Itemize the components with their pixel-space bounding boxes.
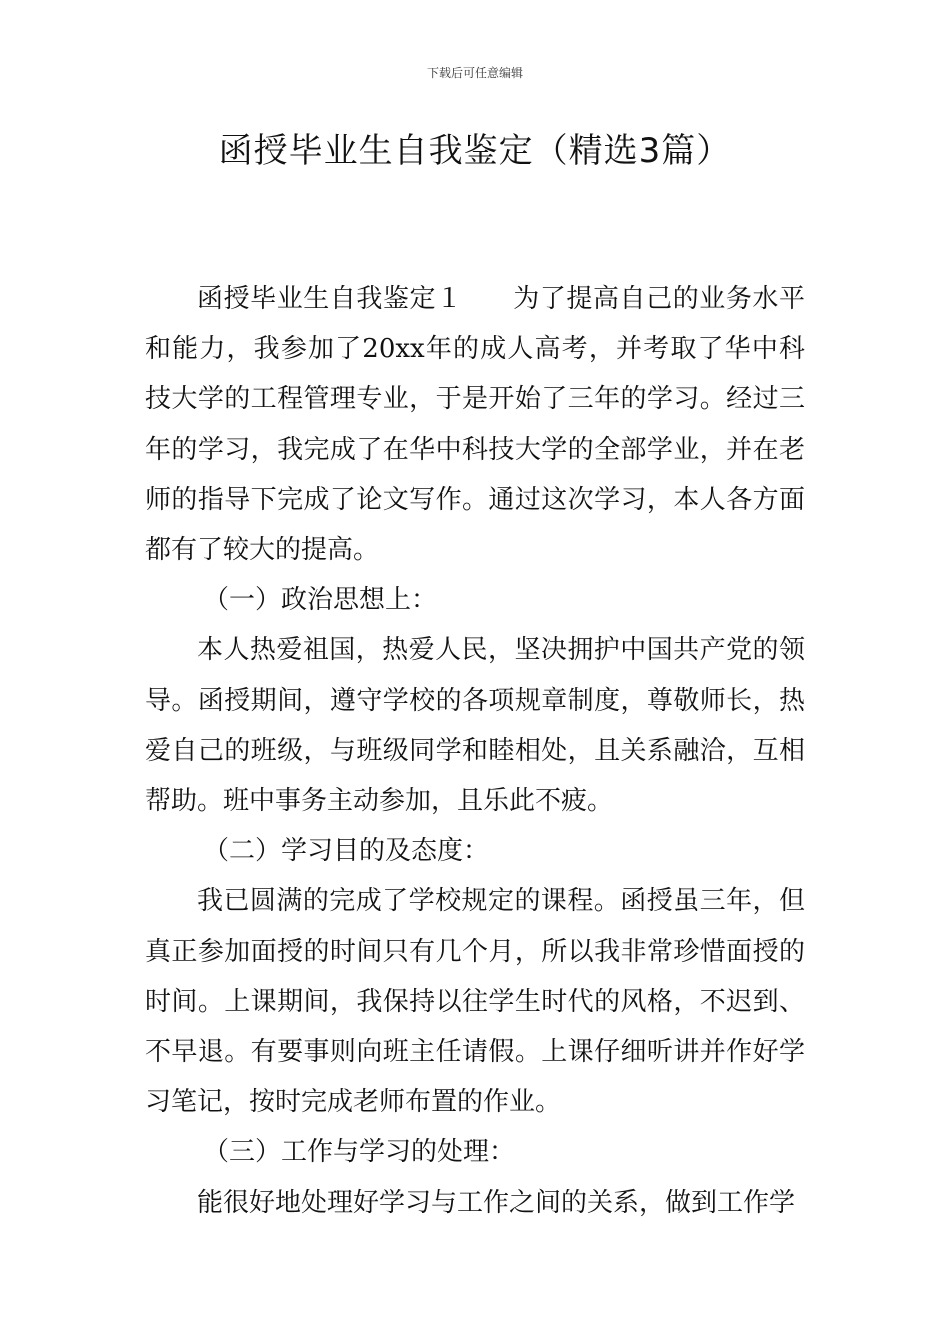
intro-paragraph — [145, 274, 805, 575]
section-heading-study: （二）学习目的及态度： — [203, 836, 490, 867]
intro-label: 函授毕业生自我鉴定１ — [197, 284, 463, 314]
document-title: 函授毕业生自我鉴定（精选3篇） — [218, 131, 732, 171]
intro-text: 为了提高自己的业务水平和能力，我参加了20xx年的成人高考，并考取了华中科技大学的工程管理专业，于是开始了三年的学习。经过三年的学习，我完成了在华中科技大学的全部学业，并在老师的指导下完成了论文写作。通过这次学习，本人各方面都有了较大的提高。 — [145, 284, 805, 566]
section-heading-work: （三）工作与学习的处理： — [203, 1137, 516, 1168]
section-heading-politics: （一）政治思想上： — [203, 585, 438, 616]
page-header-note: 下载后可任意编辑 — [426, 66, 523, 80]
section-text-politics: 本人热爱祖国，热爱人民，坚决拥护中国共产党的领导。函授期间，遵守学校的各项规章制度，尊敬师长，热爱自己的班级，与班级同学和睦相处，且关系融洽，互相帮助。班中事务主动参加，且乐此不疲。 — [145, 635, 805, 817]
section-text-work: 能很好地处理好学习与工作之间的关系，做到工作学 — [197, 1187, 796, 1218]
section-text-study: 我已圆满的完成了学校规定的课程。函授虽三年，但真正参加面授的时间只有几个月，所以我非常珍惜面授的时间。上课期间，我保持以往学生时代的风格，不迟到、不早退。有要事则向班主任请假。上课仔细听讲并作好学习笔记，按时完成老师布置的作业。 — [145, 886, 805, 1118]
document-body — [145, 274, 805, 1228]
